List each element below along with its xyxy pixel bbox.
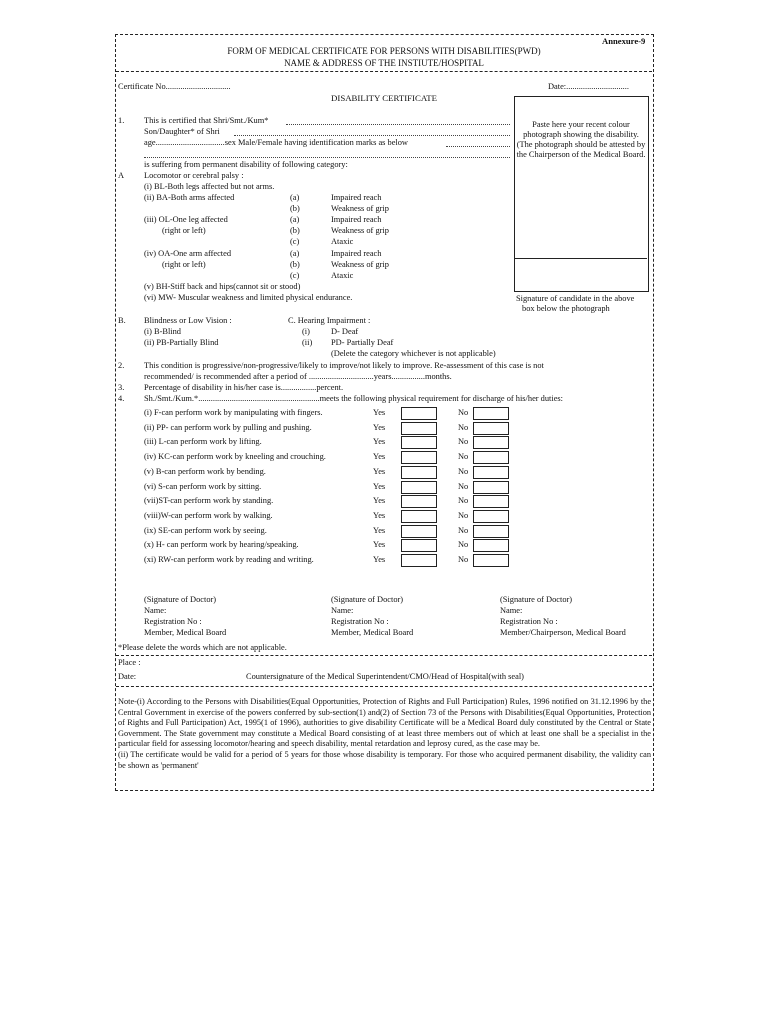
no-label: No <box>458 452 469 461</box>
candidate-signature-box[interactable] <box>514 258 647 291</box>
section-a-iii: (iii) OL-One leg affected <box>144 215 228 224</box>
yes-checkbox[interactable] <box>401 407 437 420</box>
item4-text: Sh./Smt./Kum.*..........................................................meets the following physical requirement for discharge of his/her duties: <box>144 394 564 403</box>
date-field[interactable]: Date:.............................. <box>548 82 629 91</box>
no-checkbox[interactable] <box>473 422 509 435</box>
option-weakness-of-grip: Weakness of grip <box>331 260 389 269</box>
section-a-iii-side: (right or left) <box>162 226 206 235</box>
no-label: No <box>458 437 469 446</box>
section-a-iv-side: (right or left) <box>162 260 206 269</box>
yes-checkbox[interactable] <box>401 554 437 567</box>
doctor1-name: Name: <box>144 606 167 615</box>
annexure-label: Annexure-9 <box>602 36 646 46</box>
item4-number: 4. <box>118 394 125 403</box>
no-checkbox[interactable] <box>473 510 509 523</box>
section-b-i: (i) B-Blind <box>144 327 181 336</box>
yes-label: Yes <box>373 408 386 417</box>
option-impaired-reach: Impaired reach <box>331 215 382 224</box>
doctor3-role: Member/Chairperson, Medical Board <box>500 628 626 637</box>
photo-instructions: Paste here your recent colour photograph showing the disability. (The photograph should be attested by the Chairperson of the Medical Board. <box>516 120 646 159</box>
yes-label: Yes <box>373 511 386 520</box>
option-c-label: (c) <box>290 237 300 246</box>
yes-label: Yes <box>373 482 386 491</box>
yes-label: Yes <box>373 540 386 549</box>
header-divider <box>116 71 652 72</box>
certificate-subtitle: DISABILITY CERTIFICATE <box>331 93 437 103</box>
note-divider <box>116 686 652 687</box>
photo-caption-2: box below the photograph <box>522 304 610 313</box>
countersignature-label: Countersignature of the Medical Superintendent/CMO/Head of Hospital(with seal) <box>246 672 524 681</box>
section-c-ii: PD- Partially Deaf <box>331 338 394 347</box>
identification-marks-blank-2[interactable] <box>144 157 510 158</box>
item1-line2: Son/Daughter* of Shri <box>144 127 220 136</box>
place-divider <box>116 655 652 656</box>
yes-checkbox[interactable] <box>401 422 437 435</box>
notes-block <box>118 697 651 771</box>
yes-checkbox[interactable] <box>401 525 437 538</box>
option-weakness-of-grip: Weakness of grip <box>331 204 389 213</box>
doctor3-signature: (Signature of Doctor) <box>500 595 573 604</box>
no-checkbox[interactable] <box>473 466 509 479</box>
certificate-no-field[interactable]: Certificate No............................... <box>118 82 231 91</box>
note-ii: (ii) The certificate would be valid for a period of 5 years for those whose disability is temporary. For those who acquired permanent disability, the validity can be shown as 'permanent' <box>118 749 651 770</box>
doctor1-signature: (Signature of Doctor) <box>144 595 217 604</box>
section-a-iv: (iv) OA-One arm affected <box>144 249 232 258</box>
section-c-ii-num: (ii) <box>302 338 313 347</box>
option-b-label: (b) <box>290 204 300 213</box>
requirement-label: (vi) S-can perform work by sitting. <box>144 482 262 491</box>
requirement-label: (i) F-can perform work by manipulating with fingers. <box>144 408 323 417</box>
option-ataxic: Ataxic <box>331 271 354 280</box>
requirement-label: (ix) SE-can perform work by seeing. <box>144 526 267 535</box>
yes-label: Yes <box>373 423 386 432</box>
name-blank[interactable] <box>286 124 510 125</box>
item2-line2: recommended/ is recommended after a period of ...............................years................months. <box>144 372 452 381</box>
note-i: Note-(i) According to the Persons with Disabilities(Equal Opportunities, Protection of Rights and Full Participation) Rules, 1996 notified on 31.12.1996 by the Central Government in exercise of the powers conferred by sub-section(1) and(2) of Section 73 of the Persons with Disabilities(Equal Opportunities, Protection of Rights and Full Participation) Act, 1995(1 of 1996), authorities to give disability Certificate will be a Medical Board duly constituted by the Central or State Government. The State government may constitute a Medical Board consisting of at least three members out of which at least one shall be a specialist in the particular field for assessing locomotor/hearing and speech disability, mental retardation and leprosy cured, as the case may be. <box>118 697 651 749</box>
yes-label: Yes <box>373 555 386 564</box>
no-label: No <box>458 423 469 432</box>
item1-number: 1. <box>118 116 125 125</box>
option-a-label: (a) <box>290 249 300 258</box>
no-checkbox[interactable] <box>473 554 509 567</box>
section-b-letter: B. <box>118 316 126 325</box>
no-checkbox[interactable] <box>473 407 509 420</box>
yes-label: Yes <box>373 437 386 446</box>
no-checkbox[interactable] <box>473 525 509 538</box>
section-b-ii: (ii) PB-Partially Blind <box>144 338 219 347</box>
no-label: No <box>458 540 469 549</box>
option-weakness-of-grip: Weakness of grip <box>331 226 389 235</box>
requirement-label: (viii)W-can perform work by walking. <box>144 511 273 520</box>
section-a-i: (i) BL-Both legs affected but not arms. <box>144 182 275 191</box>
section-c-i: D- Deaf <box>331 327 359 336</box>
item2-number: 2. <box>118 361 125 370</box>
requirement-label: (iii) L-can perform work by lifting. <box>144 437 262 446</box>
section-a-heading: Locomotor or cerebral palsy : <box>144 171 244 180</box>
doctor2-role: Member, Medical Board <box>331 628 414 637</box>
date-bottom-field[interactable]: Date: <box>118 672 137 681</box>
doctor1-role: Member, Medical Board <box>144 628 227 637</box>
yes-checkbox[interactable] <box>401 495 437 508</box>
requirement-label: (ii) PP- can perform work by pulling and pushing. <box>144 423 312 432</box>
yes-checkbox[interactable] <box>401 466 437 479</box>
no-label: No <box>458 511 469 520</box>
form-title: FORM OF MEDICAL CERTIFICATE FOR PERSONS WITH DISABILITIES(PWD) <box>227 46 541 56</box>
no-checkbox[interactable] <box>473 495 509 508</box>
yes-label: Yes <box>373 526 386 535</box>
requirement-label: (vii)ST-can perform work by standing. <box>144 496 274 505</box>
delete-words-note: *Please delete the words which are not applicable. <box>118 643 287 652</box>
doctor3-name: Name: <box>500 606 523 615</box>
institute-title: NAME & ADDRESS OF THE INSTIUTE/HOSPITAL <box>284 58 484 68</box>
yes-checkbox[interactable] <box>401 539 437 552</box>
yes-checkbox[interactable] <box>401 481 437 494</box>
no-label: No <box>458 482 469 491</box>
item1-line4: is suffering from permanent disability of following category: <box>144 160 348 169</box>
yes-label: Yes <box>373 496 386 505</box>
no-checkbox[interactable] <box>473 539 509 552</box>
item3-number: 3. <box>118 383 125 392</box>
yes-label: Yes <box>373 452 386 461</box>
requirement-label: (v) B-can perform work by bending. <box>144 467 266 476</box>
identification-marks-blank[interactable] <box>446 146 510 147</box>
section-c-heading: C. Hearing Impairment : <box>288 316 371 325</box>
section-a-ii: (ii) BA-Both arms affected <box>144 193 235 202</box>
item1-line1: This is certified that Shri/Smt./Kum* <box>144 116 269 125</box>
photo-caption-1: Signature of candidate in the above <box>516 294 635 303</box>
yes-checkbox[interactable] <box>401 510 437 523</box>
option-impaired-reach: Impaired reach <box>331 193 382 202</box>
yes-checkbox[interactable] <box>401 451 437 464</box>
item2-line1: This condition is progressive/non-progressive/likely to improve/not likely to improve. Re-assessment of this case is not <box>144 361 544 370</box>
option-b-label: (b) <box>290 226 300 235</box>
section-a-letter: A <box>118 171 125 180</box>
no-label: No <box>458 526 469 535</box>
option-ataxic: Ataxic <box>331 237 354 246</box>
place-field[interactable]: Place : <box>118 658 141 667</box>
no-checkbox[interactable] <box>473 436 509 449</box>
yes-label: Yes <box>373 467 386 476</box>
no-label: No <box>458 467 469 476</box>
option-c-label: (c) <box>290 271 300 280</box>
doctor2-signature: (Signature of Doctor) <box>331 595 404 604</box>
option-a-label: (a) <box>290 193 300 202</box>
no-label: No <box>458 496 469 505</box>
section-b-heading: Blindness or Low Vision : <box>144 316 232 325</box>
item3-text: Percentage of disability in his/her case is.................percent. <box>144 383 344 392</box>
doctor3-registration: Registration No : <box>500 617 558 626</box>
father-name-blank[interactable] <box>234 135 510 136</box>
no-label: No <box>458 555 469 564</box>
requirement-label: (iv) KC-can perform work by kneeling and crouching. <box>144 452 326 461</box>
no-checkbox[interactable] <box>473 451 509 464</box>
requirement-label: (x) H- can perform work by hearing/speaking. <box>144 540 299 549</box>
section-a-v: (v) BH-Stiff back and hips(cannot sit or stood) <box>144 282 301 291</box>
section-c-i-num: (i) <box>302 327 310 336</box>
item1-line3: age.................................sex Male/Female having identification marks as below <box>144 138 408 147</box>
section-a-vi: (vi) MW- Muscular weakness and limited physical endurance. <box>144 293 353 302</box>
doctor2-name: Name: <box>331 606 354 615</box>
no-label: No <box>458 408 469 417</box>
option-b-label: (b) <box>290 260 300 269</box>
option-a-label: (a) <box>290 215 300 224</box>
delete-category-note: (Delete the category whichever is not applicable) <box>331 349 496 358</box>
doctor1-registration: Registration No : <box>144 617 202 626</box>
requirement-label: (xi) RW-can perform work by reading and writing. <box>144 555 314 564</box>
no-checkbox[interactable] <box>473 481 509 494</box>
doctor2-registration: Registration No : <box>331 617 389 626</box>
yes-checkbox[interactable] <box>401 436 437 449</box>
option-impaired-reach: Impaired reach <box>331 249 382 258</box>
